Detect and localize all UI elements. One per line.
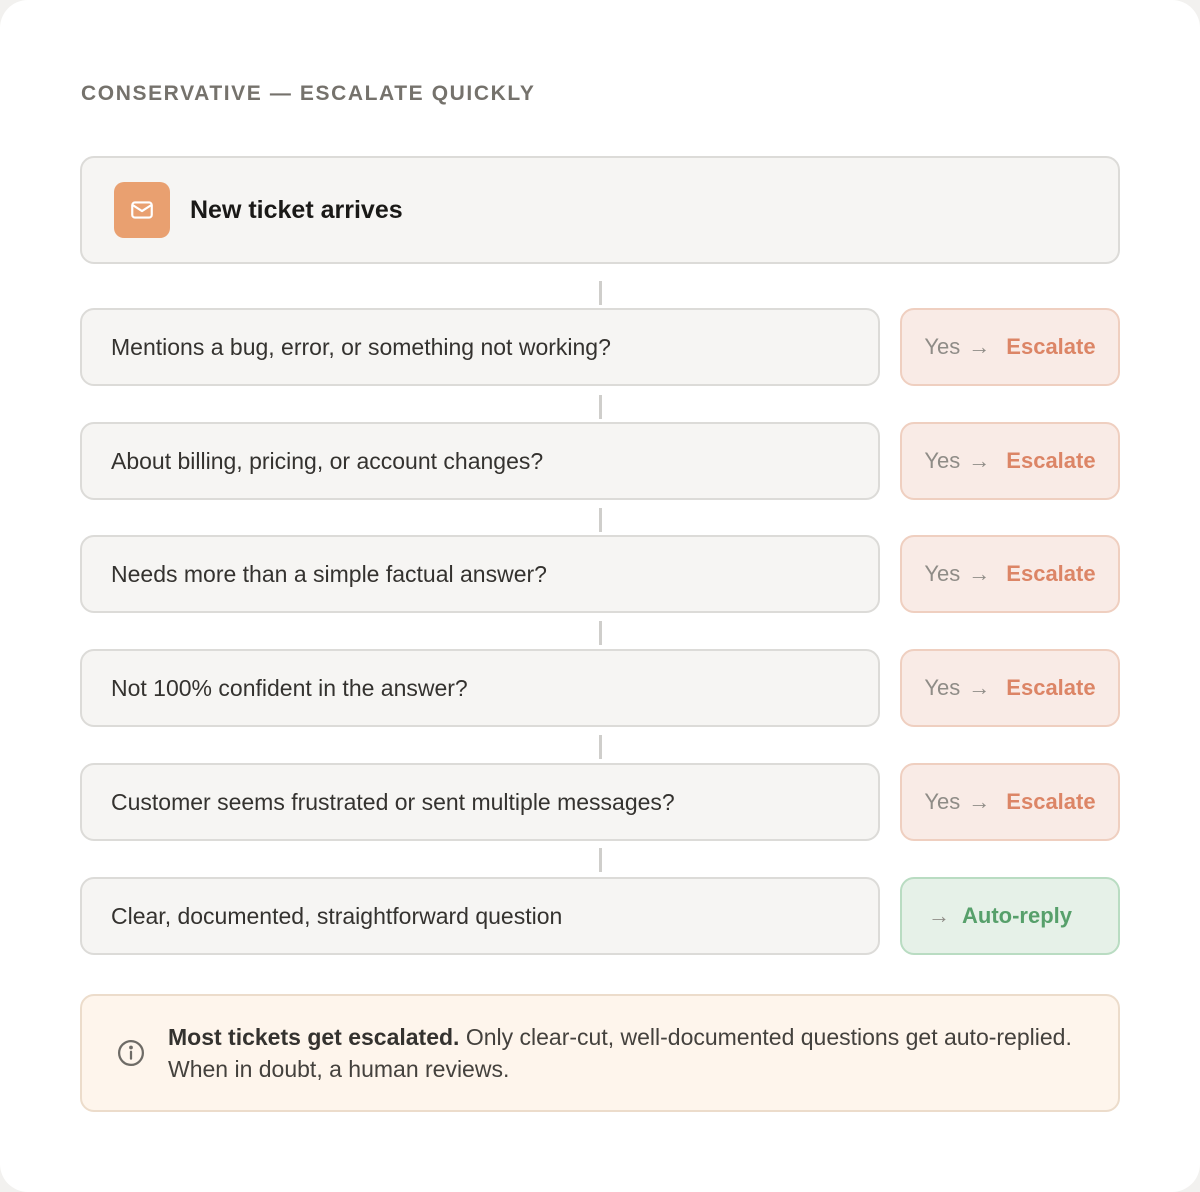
connector-line	[599, 735, 602, 759]
outcome-label: Escalate	[1006, 448, 1096, 473]
section-heading: CONSERVATIVE — ESCALATE QUICKLY	[81, 82, 536, 105]
mail-icon	[114, 182, 170, 238]
info-note	[80, 994, 1120, 1112]
outcome-label: Escalate	[1006, 789, 1096, 814]
yes-label: Yes	[924, 675, 961, 700]
auto-reply-outcome	[900, 877, 1120, 955]
yes-label: Yes	[924, 789, 961, 814]
note-bold: Most tickets get escalated.	[168, 1024, 460, 1050]
connector-line	[599, 281, 602, 305]
connector-line	[599, 621, 602, 645]
note-text	[168, 1021, 1078, 1085]
yes-label: Yes	[924, 561, 961, 586]
outcome-label: Escalate	[1006, 675, 1096, 700]
connector-line	[599, 848, 602, 872]
outcome-label: Escalate	[1006, 334, 1096, 359]
arrow-right-icon: →	[968, 334, 991, 359]
escalate-outcome	[900, 763, 1120, 841]
escalate-outcome	[900, 649, 1120, 727]
arrow-right-icon: →	[968, 789, 991, 814]
outcome-label: Escalate	[1006, 561, 1096, 586]
decision-question: Customer seems frustrated or sent multiple messages?	[80, 763, 880, 841]
arrow-right-icon: →	[968, 448, 991, 473]
escalate-outcome	[900, 308, 1120, 386]
arrow-right-icon: →	[928, 903, 950, 928]
escalate-outcome	[900, 422, 1120, 500]
arrow-right-icon: →	[968, 675, 991, 700]
outcome-label: Auto-reply	[962, 903, 1072, 928]
decision-question: Clear, documented, straightforward question	[80, 877, 880, 955]
arrow-right-icon: →	[968, 561, 991, 586]
info-icon	[116, 1038, 146, 1068]
decision-question: Needs more than a simple factual answer?	[80, 535, 880, 613]
start-node	[80, 156, 1120, 264]
decision-question: Not 100% confident in the answer?	[80, 649, 880, 727]
decision-question: About billing, pricing, or account changes?	[80, 422, 880, 500]
decision-question: Mentions a bug, error, or something not working?	[80, 308, 880, 386]
escalate-outcome	[900, 535, 1120, 613]
connector-line	[599, 508, 602, 532]
note-body: Only clear-cut, well-documented questions get auto-replied. When in doubt, a human reviews.	[168, 1024, 1072, 1082]
connector-line	[599, 395, 602, 419]
yes-label: Yes	[924, 334, 961, 359]
yes-label: Yes	[924, 448, 961, 473]
start-label: New ticket arrives	[190, 195, 403, 224]
